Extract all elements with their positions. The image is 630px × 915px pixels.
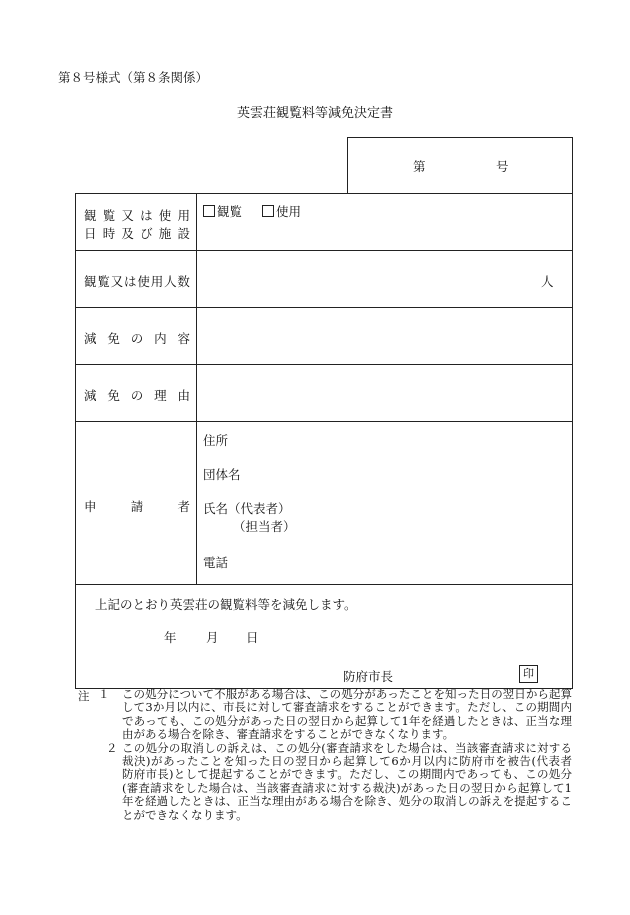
name-label: 氏名（代表者） [203,501,291,516]
person-in-charge-label: （担当者） [233,519,296,534]
seal-stamp: 印 [519,665,538,683]
reason-label: 減 免 の 理 由 [84,388,190,403]
form-number-label: 第８号様式（第８条関係） [58,70,209,85]
notes-prefix: 注 [78,689,90,703]
phone-label: 電話 [203,555,229,570]
applicant-label: 申 請 者 [84,499,190,514]
view-checkbox[interactable] [203,205,215,217]
note-2-text: この処分の取消しの訴えは、この処分(審査請求をした場合は、当該審査請求に対する裁決)があったことを知った日の翌日から起算して6か月以内に防府市を被告(代表者 防府市長)として提起することができます。ただし、この期間内であっても、この処分(審査請求をした場合は、当該審査請求に対する裁決)があった日の翌日から起算して1年を経過したときは、正当な理由がある場合を除き、処分の取消しの訴えを提起することができなくなります。 [122,740,584,822]
document-title: 英雲荘観覧料等減免決定書 [236,106,393,121]
notes [78,687,584,822]
use-checkbox[interactable] [262,205,274,217]
note-2 [78,740,584,822]
usage-options: 観覧 使用 [203,202,301,220]
decision-statement: 上記のとおり英雲荘の観覧料等を減免します。 [95,597,357,612]
note-1-mark: １ [98,687,110,701]
note-2-mark: ２ [106,740,118,755]
group-label: 団体名 [203,467,241,482]
content-label: 減 免 の 内 容 [84,331,190,346]
number-gou: 号 [496,159,509,174]
datetime-label-line1: 観 覧 又 は 使 用 [84,208,190,223]
date-year: 年 [164,630,177,645]
address-label: 住所 [203,433,229,448]
count-unit: 人 [541,274,554,289]
date-day: 日 [246,630,259,645]
datetime-label-line2: 日 時 及 び 施 設 [84,226,190,241]
count-label: 観 覧 又 は 使 用 人 数 [84,274,190,289]
date-month: 月 [206,630,219,645]
number-dai: 第 [413,159,426,174]
mayor-label: 防府市長 [343,669,394,684]
note-1 [78,688,572,742]
note-1-text: この処分について不服がある場合は、この処分があったことを知った日の翌日から起算して3か月以内に、市長に対して審査請求をすることができます。ただし、この期間内であっても、この処分があった日の翌日から起算して1年を経過したときは、正当な理由がある場合を除き、審査請求をすることができなくなります。 [122,687,572,742]
